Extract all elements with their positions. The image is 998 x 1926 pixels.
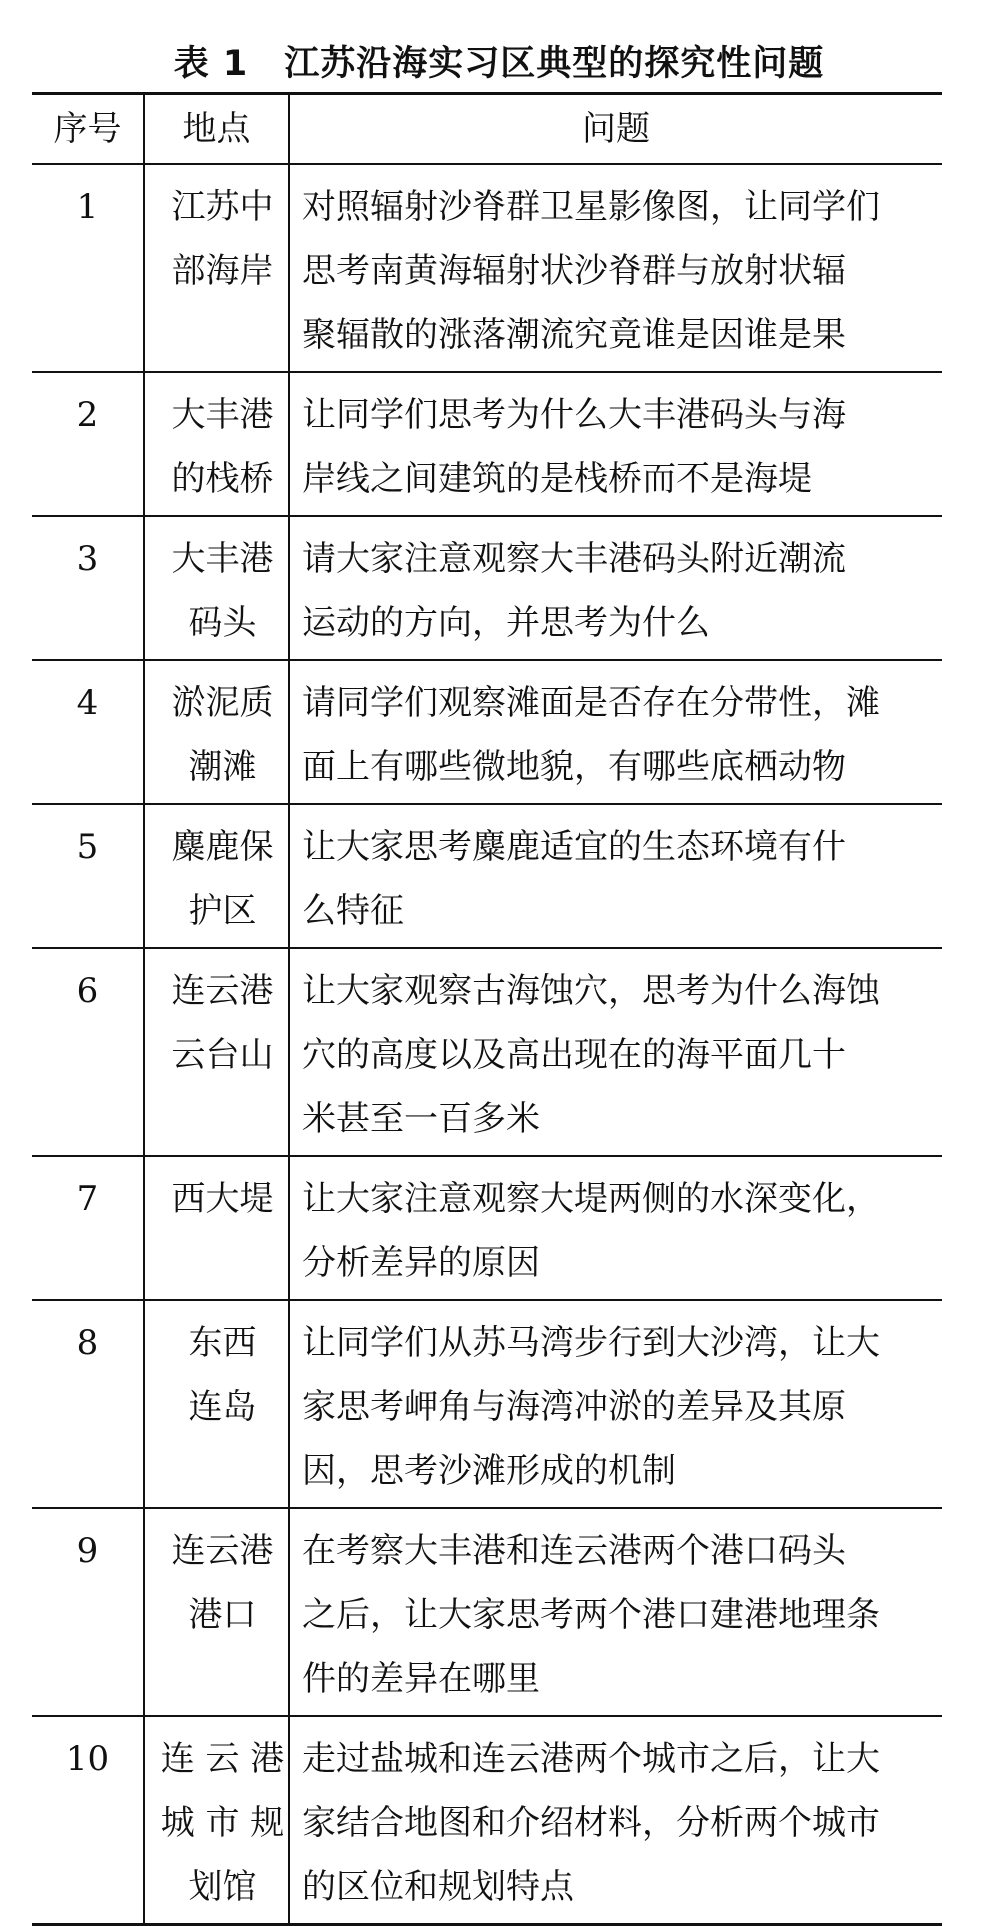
- place-line: 码头: [188, 602, 257, 643]
- question-line: 让同学们思考为什么大丰港码头与海: [302, 394, 846, 435]
- table-row: [32, 1156, 942, 1300]
- cell-seq: 3: [32, 516, 144, 660]
- cell-seq: 8: [32, 1300, 144, 1508]
- place-line: 划馆: [188, 1866, 257, 1907]
- place-line: 江苏中: [171, 186, 274, 227]
- question-line: 走过盐城和连云港两个城市之后，让大: [302, 1738, 880, 1779]
- cell-seq: 2: [32, 372, 144, 516]
- question-line: 面上有哪些微地貌，有哪些底栖动物: [302, 746, 846, 787]
- cell-place: [144, 1508, 289, 1716]
- table-row: [32, 660, 942, 804]
- cell-place: [144, 804, 289, 948]
- question-line: 让大家思考麋鹿适宜的生态环境有什: [302, 826, 846, 867]
- cell-question: [289, 804, 942, 948]
- cell-place: [144, 516, 289, 660]
- cell-place: [144, 948, 289, 1156]
- cell-seq: 4: [32, 660, 144, 804]
- header-place: 地点: [144, 94, 289, 164]
- question-line: 在考察大丰港和连云港两个港口码头: [302, 1530, 846, 1571]
- place-line: 部海岸: [171, 250, 274, 291]
- cell-seq: 6: [32, 948, 144, 1156]
- cell-question: [289, 660, 942, 804]
- question-line: 对照辐射沙脊群卫星影像图，让同学们: [302, 186, 880, 227]
- question-line: 运动的方向，并思考为什么: [302, 602, 710, 643]
- question-line: 的区位和规划特点: [302, 1866, 574, 1907]
- header-seq: 序号: [32, 94, 144, 164]
- question-line: 思考南黄海辐射状沙脊群与放射状辐: [302, 250, 846, 291]
- table-row: [32, 948, 942, 1156]
- inquiry-questions-table: [32, 92, 942, 1926]
- place-line: 潮滩: [188, 746, 257, 787]
- cell-place: [144, 1300, 289, 1508]
- cell-place: [144, 1716, 289, 1925]
- question-line: 穴的高度以及高出现在的海平面几十: [302, 1034, 846, 1075]
- place-line: 连岛: [188, 1386, 257, 1427]
- header-question: 问题: [289, 94, 942, 164]
- question-line: 请大家注意观察大丰港码头附近潮流: [302, 538, 846, 579]
- place-line: 大丰港: [171, 538, 274, 579]
- place-line: 护区: [188, 890, 257, 931]
- cell-seq: 5: [32, 804, 144, 948]
- question-line: 聚辐散的涨落潮流究竟谁是因谁是果: [302, 314, 846, 355]
- question-line: 米甚至一百多米: [302, 1098, 540, 1139]
- cell-question: [289, 948, 942, 1156]
- place-line: 麋鹿保: [171, 826, 274, 867]
- table-row: [32, 516, 942, 660]
- place-line: 的栈桥: [171, 458, 274, 499]
- cell-question: [289, 1508, 942, 1716]
- cell-seq: 9: [32, 1508, 144, 1716]
- cell-question: [289, 1300, 942, 1508]
- table-body: [32, 164, 942, 1925]
- question-line: 让同学们从苏马湾步行到大沙湾，让大: [302, 1322, 880, 1363]
- cell-place: [144, 1156, 289, 1300]
- question-line: 么特征: [302, 890, 404, 931]
- cell-seq: 10: [32, 1716, 144, 1925]
- place-line: 城 市 规: [160, 1802, 285, 1843]
- place-line: 淤泥质: [171, 682, 274, 723]
- place-line: 西大堤: [171, 1178, 274, 1219]
- table-row: [32, 1508, 942, 1716]
- question-line: 家思考岬角与海湾冲淤的差异及其原: [302, 1386, 846, 1427]
- cell-question: [289, 1716, 942, 1925]
- place-line: 大丰港: [171, 394, 274, 435]
- cell-place: [144, 164, 289, 372]
- question-line: 分析差异的原因: [302, 1242, 540, 1283]
- question-line: 请同学们观察滩面是否存在分带性，滩: [302, 682, 880, 723]
- place-line: 云台山: [171, 1034, 274, 1075]
- cell-question: [289, 372, 942, 516]
- cell-question: [289, 164, 942, 372]
- place-line: 连云港: [171, 970, 274, 1011]
- table-caption-number: 表 1: [173, 44, 249, 84]
- table-row: [32, 372, 942, 516]
- question-line: 件的差异在哪里: [302, 1658, 540, 1699]
- table-header-row: [32, 94, 942, 164]
- question-line: 家结合地图和介绍材料，分析两个城市: [302, 1802, 880, 1843]
- place-line: 港口: [188, 1594, 257, 1635]
- cell-seq: 1: [32, 164, 144, 372]
- table-row: [32, 1716, 942, 1925]
- table-row: [32, 1300, 942, 1508]
- question-line: 让大家注意观察大堤两侧的水深变化，: [302, 1178, 880, 1219]
- table-caption-title: 江苏沿海实习区典型的探究性问题: [284, 44, 825, 84]
- place-line: 连 云 港: [160, 1738, 285, 1779]
- table-caption: [0, 36, 998, 86]
- cell-question: [289, 516, 942, 660]
- question-line: 让大家观察古海蚀穴，思考为什么海蚀: [302, 970, 880, 1011]
- cell-question: [289, 1156, 942, 1300]
- cell-seq: 7: [32, 1156, 144, 1300]
- place-line: 东西: [188, 1322, 257, 1363]
- question-line: 之后，让大家思考两个港口建港地理条: [302, 1594, 880, 1635]
- question-line: 岸线之间建筑的是栈桥而不是海堤: [302, 458, 812, 499]
- question-line: 因，思考沙滩形成的机制: [302, 1450, 676, 1491]
- table-row: [32, 164, 942, 372]
- table-row: [32, 804, 942, 948]
- cell-place: [144, 372, 289, 516]
- place-line: 连云港: [171, 1530, 274, 1571]
- cell-place: [144, 660, 289, 804]
